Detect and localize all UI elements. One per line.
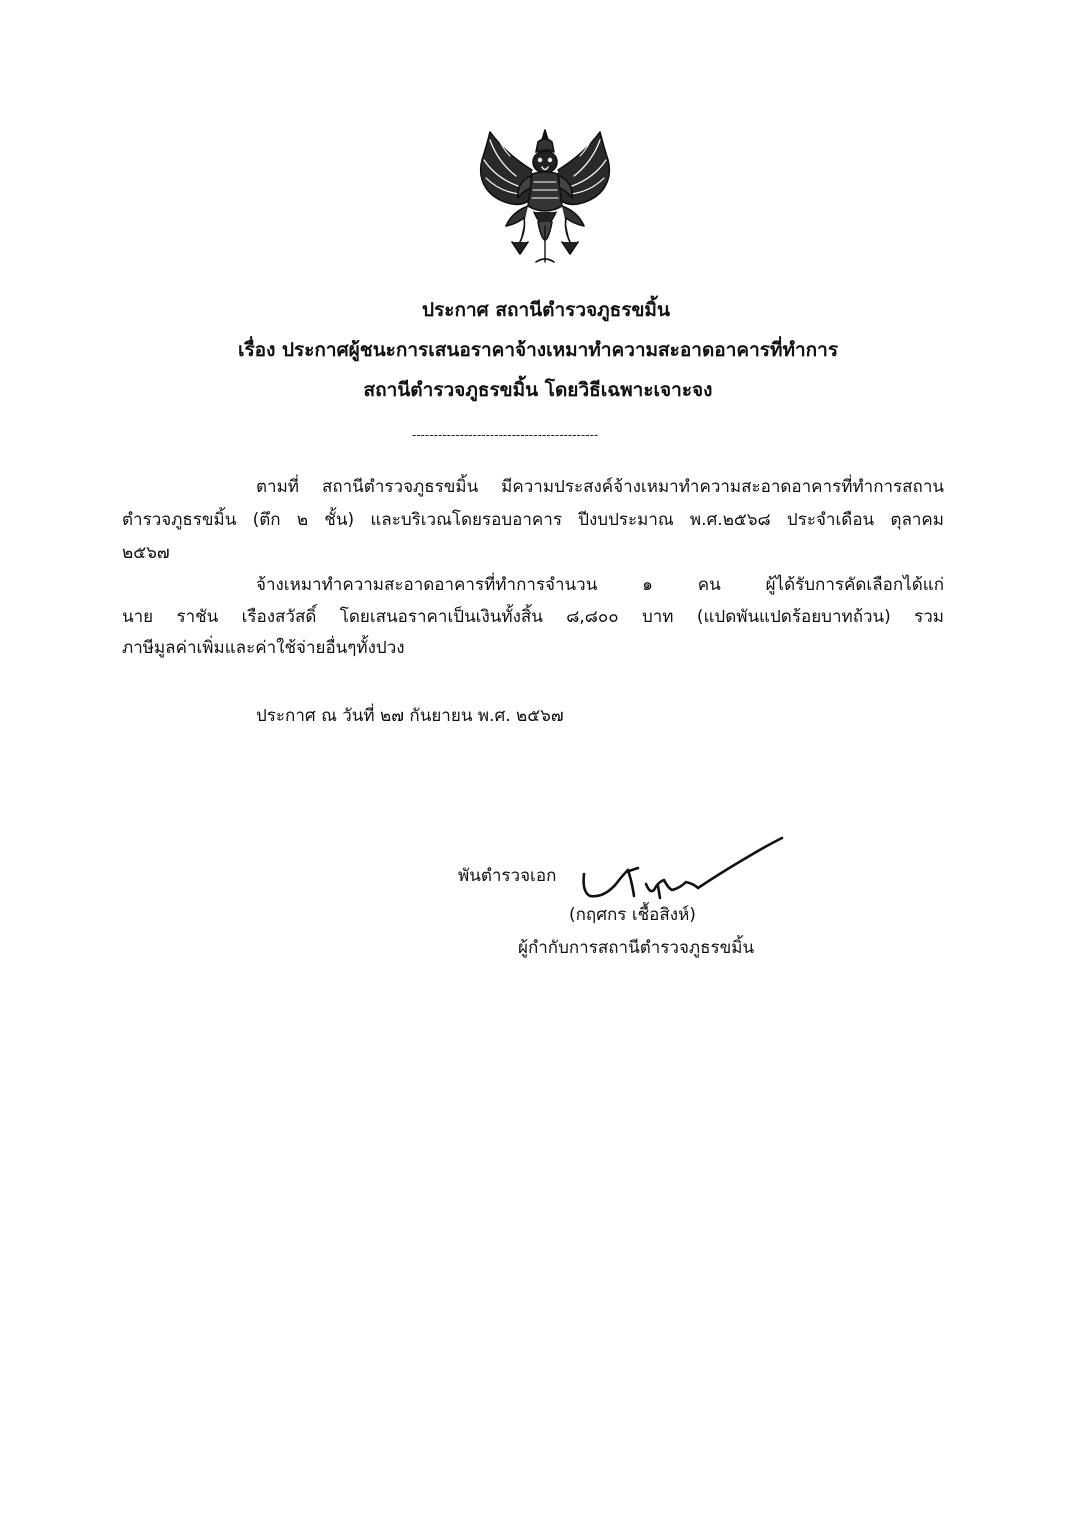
paragraph-1-line-2: ตำรวจภูธรขมิ้น (ตึก ๒ ชั้น) และบริเวณโดยรอบอาคาร ปีงบประมาณ พ.ศ.๒๕๖๘ ประจำเดือน ตุลาคม: [122, 510, 944, 530]
paragraph-1-line-1: ตามที่ สถานีตำรวจภูธรขมิ้น มีความประสงค์จ้างเหมาทำความสะอาดอาคารที่ทำการสถาน: [256, 477, 944, 497]
signer-position: ผู้กำกับการสถานีตำรวจภูธรขมิ้น: [518, 938, 755, 958]
signer-rank: พันตำรวจเอก: [458, 866, 557, 886]
paragraph-2-line-2: นาย ราชัน เรืองสวัสดิ์ โดยเสนอราคาเป็นเงินทั้งสิ้น ๘,๘๐๐ บาท (แปดพันแปดร้อยบาทถ้วน) รวม: [122, 607, 944, 627]
announcement-date: ประกาศ ณ วันที่ ๒๗ กันยายน พ.ศ. ๒๕๖๗: [256, 706, 564, 726]
divider: -------------------------------------------: [412, 428, 599, 442]
announcement-title: ประกาศ สถานีตำรวจภูธรขมิ้น: [422, 299, 670, 321]
subject-line-1: เรื่อง ประกาศผู้ชนะการเสนอราคาจ้างเหมาทำความสะอาดอาคารที่ทำการ: [237, 339, 839, 361]
paragraph-2-line-3: ภาษีมูลค่าเพิ่มและค่าใช้จ่ายอื่นๆทั้งปวง: [122, 638, 405, 658]
paragraph-2-line-1: จ้างเหมาทำความสะอาดอาคารที่ทำการจำนวน ๑ คน ผู้ได้รับการคัดเลือกได้แก่: [256, 575, 944, 595]
handwritten-signature-icon: [576, 832, 788, 912]
paragraph-1-line-3: ๒๕๖๗: [122, 543, 170, 563]
garuda-emblem-icon: [472, 126, 618, 266]
subject-line-2: สถานีตำรวจภูธรขมิ้น โดยวิธีเฉพาะเจาะจง: [363, 379, 713, 401]
signer-name: (กฤศกร เชื้อสิงห์): [569, 905, 696, 925]
